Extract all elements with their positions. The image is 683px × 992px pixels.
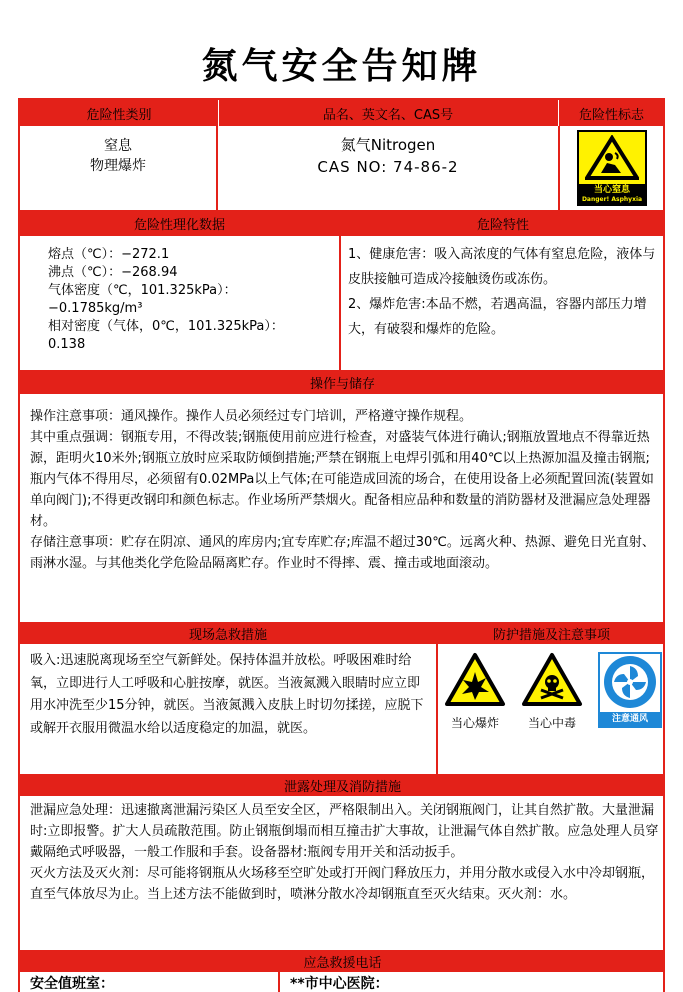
header-operation bbox=[20, 370, 665, 394]
product-cas: CAS NO: 74-86-2 bbox=[317, 158, 459, 176]
operation-text bbox=[30, 406, 660, 574]
explosion-sign bbox=[444, 652, 506, 731]
gas-density-label: 气体密度（℃，101.325kPa）： bbox=[48, 283, 237, 298]
melting-point: 熔点（℃）：−272.1 bbox=[48, 247, 170, 262]
gas-density-value: −0.1785kg/m³ bbox=[48, 301, 143, 316]
ventilation-sign bbox=[598, 652, 662, 731]
header-hazard-sign-label: 危险性标志 bbox=[578, 107, 644, 123]
safety-notice-sheet bbox=[18, 98, 665, 992]
product-identity bbox=[218, 134, 558, 178]
poison-sign bbox=[521, 652, 583, 731]
ventilation-label: 注意通风 bbox=[600, 712, 660, 726]
relative-density-label: 相对密度（气体，0℃，101.325kPa）： bbox=[48, 319, 284, 334]
header-hazard-props bbox=[341, 210, 665, 236]
fire-fighting: 灭火方法及灭火剂：尽可能将钢瓶从火场移至空旷处或打开阀门释放压力，并用分散水或侵入水中冷却钢瓶，直至气体放尽为止。当上述方法不能做到时，喷淋分散水冷却钢瓶直至灭火结束。灭火剂：水。 bbox=[30, 866, 655, 902]
hospital-phone bbox=[290, 974, 389, 992]
header-hazard-class bbox=[20, 100, 218, 126]
protection-signs bbox=[444, 652, 662, 731]
product-name: 氮气Nitrogen bbox=[340, 136, 436, 154]
header-hazard-props-label: 危险特性 bbox=[476, 217, 529, 233]
header-operation-label: 操作与储存 bbox=[309, 376, 375, 392]
header-leak-label: 泄露处理及消防措施 bbox=[283, 779, 401, 795]
header-hazard-sign bbox=[558, 100, 665, 126]
header-protection bbox=[438, 622, 665, 644]
header-physchem-label: 危险性理化数据 bbox=[133, 217, 225, 233]
explosion-warning-icon bbox=[444, 652, 506, 708]
health-hazard: 1、健康危害：吸入高浓度的气体有窒息危险，液体与皮肤接触可造成冷接触烫伤或冻伤。 bbox=[348, 247, 656, 287]
header-emergency-label: 应急救援电话 bbox=[303, 955, 382, 971]
storage-notice: 存储注意事项：贮存在阴凉、通风的库房内;宜专库贮存;库温不超过30℃。远离火种、热源、避免日光直射、雨淋水湿。与其他类化学危险品隔离贮存。作业时不得摔、震、撞击或地面滚动。 bbox=[30, 535, 655, 571]
header-hazard-class-label: 危险性类别 bbox=[86, 107, 152, 123]
hazard-props-text bbox=[348, 242, 660, 342]
header-protection-label: 防护措施及注意事项 bbox=[492, 627, 610, 643]
operation-emphasis: 其中重点强调：钢瓶专用，不得改装;钢瓶使用前应进行检查，对盛装气体进行确认;钢瓶放置地点不得靠近热源，距明火10米外;钢瓶立放时应采取防倾倒措施;严禁在钢瓶上电焊引弧和用40℃以上热源加温及撞击钢瓶;瓶内气体不得用尽，必须留有0.02MPa以上气体;在可能造成回流的场合，在使用设备上必须配置回流(装置如单向阀门);不得更改钢印和颜色标志。作业场所严禁烟火。配备相应品种和数量的消防器材及泄漏应急处理器材。 bbox=[30, 430, 654, 529]
first-aid-text bbox=[30, 650, 432, 740]
asphyxia-warning-sign bbox=[577, 130, 647, 206]
hazard-sign-container bbox=[577, 130, 647, 206]
header-emergency bbox=[20, 950, 665, 972]
explosion-hazard: 2、爆炸危害:本品不燃，若遇高温，容器内部压力增大，有破裂和爆炸的危险。 bbox=[348, 297, 647, 337]
sign-caption-en: Danger! Asphyxia bbox=[581, 196, 643, 203]
hazard-class-asphyxia: 窒息 bbox=[104, 138, 132, 154]
ventilation-fan-icon bbox=[602, 654, 658, 710]
sign-caption-cn: 当心窒息 bbox=[593, 185, 630, 195]
operation-notice: 操作注意事项：通风操作。操作人员必须经过专门培训，严格遵守操作规程。 bbox=[30, 409, 473, 424]
header-name-cas bbox=[218, 100, 558, 126]
leak-response: 泄漏应急处理：迅速撤离泄漏污染区人员至安全区，严格限制出入。关闭钢瓶阀门，让其自然扩散。大量泄漏时:立即报警。扩大人员疏散范围。防止钢瓶倒塌而相互撞击扩大事故，让泄漏气体自然扩散。应急处理人员穿戴隔绝式呼吸器，一般工作服和手套。设备器材:瓶阀专用开关和活动扳手。 bbox=[30, 803, 659, 860]
physchem-data bbox=[48, 246, 338, 354]
poison-skull-icon bbox=[521, 652, 583, 708]
duty-room-label: 安全值班室： bbox=[30, 976, 114, 992]
duty-room-phone bbox=[30, 974, 114, 992]
relative-density-value: 0.138 bbox=[48, 337, 86, 352]
hazard-class-values bbox=[20, 136, 216, 176]
header-leak bbox=[20, 774, 665, 796]
explosion-label: 当心爆炸 bbox=[450, 716, 499, 730]
header-name-cas-label: 品名、英文名、CAS号 bbox=[322, 107, 454, 123]
first-aid-inhalation: 吸入:迅速脱离现场至空气新鲜处。保持体温并放松。呼吸困难时给氧，立即进行人工呼吸和心脏按摩，就医。当液氮溅入眼睛时应立即用水冲洗至少15分钟，就医。当液氮溅入皮肤上时切勿揉搓，应脱下或解开衣服用微温水给以适度稳定的加温，就医。 bbox=[30, 653, 424, 736]
leak-text bbox=[30, 800, 660, 905]
hospital-label: **市中心医院： bbox=[290, 976, 389, 992]
header-first-aid-label: 现场急救措施 bbox=[188, 627, 267, 643]
header-physchem bbox=[20, 210, 339, 236]
asphyxia-warning-icon bbox=[585, 135, 639, 181]
page-title: 氮气安全告知牌 bbox=[201, 46, 482, 87]
poison-label: 当心中毒 bbox=[527, 716, 576, 730]
hazard-class-physical-explosion: 物理爆炸 bbox=[90, 158, 146, 174]
boiling-point: 沸点（℃）：−268.94 bbox=[48, 265, 178, 280]
header-first-aid bbox=[20, 622, 436, 644]
